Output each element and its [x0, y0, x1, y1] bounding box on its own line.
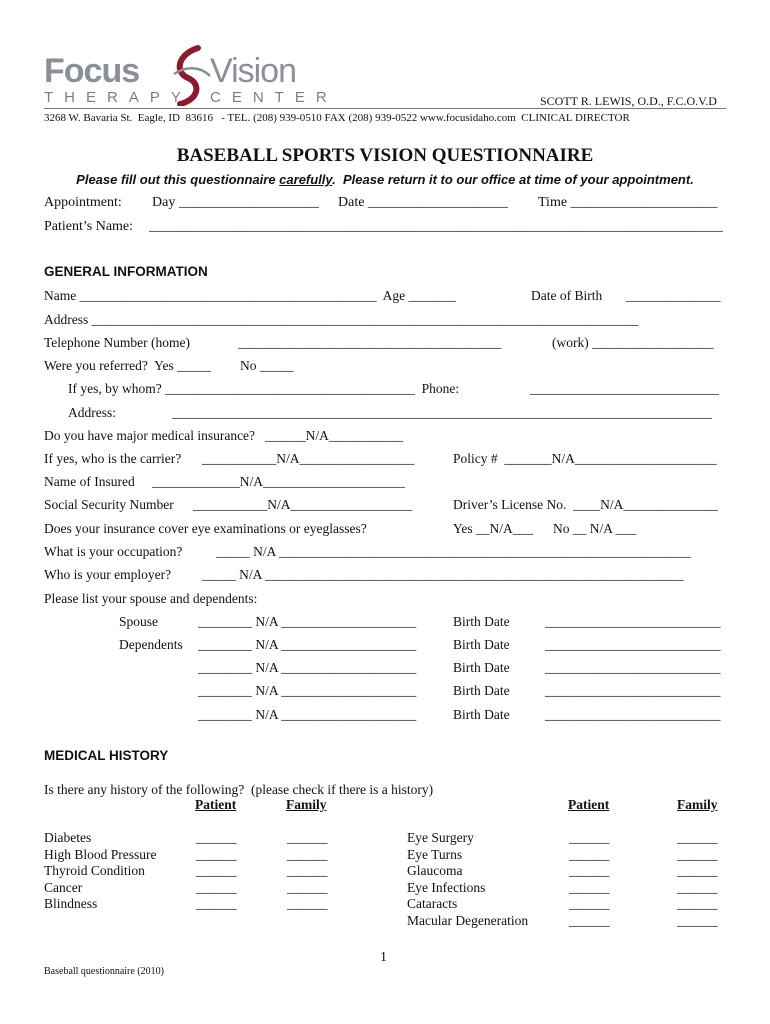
birth-date-field[interactable]: __________________________	[545, 660, 721, 675]
address-field[interactable]: Address _________________________________________________________________________________	[44, 312, 639, 327]
dependent-name-field[interactable]: ________ N/A ____________________	[198, 614, 417, 629]
appointment-date-field[interactable]: Date ____________________	[338, 195, 508, 210]
condition-label: Eye Surgery	[407, 830, 474, 845]
document-name: Baseball questionnaire (2010)	[44, 966, 164, 977]
birth-date-field[interactable]: __________________________	[545, 707, 721, 722]
telephone-home-label: Telephone Number (home)	[44, 335, 191, 350]
birth-date-field[interactable]: __________________________	[545, 637, 721, 652]
appointment-time-field[interactable]: Time _____________________	[538, 195, 718, 210]
logo-center-text: CENTER	[210, 89, 338, 106]
occupation-field[interactable]: _____ N/A _____________________________________________________________	[216, 544, 691, 559]
col-patient-left: Patient	[195, 797, 237, 812]
patient-name-field[interactable]: __________________________________________________________________________________	[149, 219, 723, 234]
eye-coverage-no-field[interactable]: No __ N/A ___	[553, 521, 636, 536]
carrier-field[interactable]: ___________N/A_________________	[202, 451, 415, 466]
patient-check-field[interactable]: ______	[569, 863, 610, 878]
condition-label: Glaucoma	[407, 863, 463, 878]
eye-coverage-yes-field[interactable]: Yes __N/A___	[453, 521, 534, 536]
insurance-question-field[interactable]: Do you have major medical insurance? ______N/A___________	[44, 428, 404, 443]
employer-field[interactable]: _____ N/A ______________________________________________________________	[202, 567, 684, 582]
medical-history-question: Is there any history of the following? (please check if there is a history)	[44, 782, 434, 797]
dependent-name-field[interactable]: ________ N/A ____________________	[198, 660, 417, 675]
dependent-name-field[interactable]: ________ N/A ____________________	[198, 683, 417, 698]
telephone-work-field[interactable]: (work) __________________	[552, 335, 714, 350]
patient-check-field[interactable]: ______	[569, 847, 610, 862]
instructions-part1: Please fill out this questionnaire	[76, 172, 280, 187]
appointment-day-field[interactable]: Day ____________________	[152, 195, 319, 210]
eye-coverage-question: Does your insurance cover eye examinations or eyeglasses?	[44, 521, 367, 536]
family-check-field[interactable]: ______	[677, 896, 718, 911]
page-title: BASEBALL SPORTS VISION QUESTIONNAIRE	[176, 145, 594, 166]
condition-label: Cancer	[44, 880, 83, 895]
logo-therapy-text: THERAPY	[44, 89, 192, 106]
dependent-name-field[interactable]: ________ N/A ____________________	[198, 707, 417, 722]
condition-label: Blindness	[44, 896, 98, 911]
condition-label: Eye Infections	[407, 880, 486, 895]
patient-check-field[interactable]: ______	[196, 830, 237, 845]
drivers-license-field[interactable]: Driver’s License No. ____N/A______________	[453, 497, 718, 512]
general-info-heading: GENERAL INFORMATION	[44, 264, 208, 279]
birth-date-field[interactable]: __________________________	[545, 614, 721, 629]
appointment-label: Appointment:	[44, 195, 122, 210]
patient-check-field[interactable]: ______	[569, 896, 610, 911]
birth-date-label: Birth Date	[453, 614, 510, 629]
family-check-field[interactable]: ______	[677, 913, 718, 928]
employer-label: Who is your employer?	[44, 567, 172, 582]
family-check-field[interactable]: ______	[287, 896, 328, 911]
family-check-field[interactable]: ______	[287, 830, 328, 845]
family-check-field[interactable]: ______	[287, 863, 328, 878]
insured-field[interactable]: _____________N/A_____________________	[152, 474, 405, 489]
condition-label: Thyroid Condition	[44, 863, 145, 878]
patient-check-field[interactable]: ______	[196, 847, 237, 862]
condition-label: High Blood Pressure	[44, 847, 157, 862]
occupation-label: What is your occupation?	[44, 544, 183, 559]
dependent-name-field[interactable]: ________ N/A ____________________	[198, 637, 417, 652]
dob-field[interactable]: ______________	[626, 288, 721, 303]
referred-no-field[interactable]: No _____	[240, 358, 294, 373]
birth-date-field[interactable]: __________________________	[545, 683, 721, 698]
telephone-home-field[interactable]: _______________________________________	[238, 335, 502, 350]
condition-label: Diabetes	[44, 830, 92, 845]
col-family-right: Family	[677, 797, 718, 812]
referred-yes-field[interactable]: Were you referred? Yes _____	[44, 358, 211, 373]
birth-date-label: Birth Date	[453, 660, 510, 675]
spouse-dependents-prompt: Please list your spouse and dependents:	[44, 591, 258, 606]
referrer-phone-field[interactable]: ____________________________	[530, 381, 719, 396]
birth-date-label: Birth Date	[453, 707, 510, 722]
director-name: SCOTT R. LEWIS, O.D., F.C.O.V.D	[540, 94, 717, 108]
instructions-part2: . Please return it to our office at time of your appointment.	[332, 172, 694, 187]
birth-date-label: Birth Date	[453, 683, 510, 698]
patient-check-field[interactable]: ______	[196, 863, 237, 878]
ssn-field[interactable]: ___________N/A__________________	[193, 497, 412, 512]
patient-check-field[interactable]: ______	[196, 896, 237, 911]
dependents-label: Dependents	[119, 637, 183, 652]
ssn-label: Social Security Number	[44, 497, 174, 512]
birth-date-label: Birth Date	[453, 637, 510, 652]
instructions-emphasis: carefully	[279, 172, 333, 187]
insured-label: Name of Insured	[44, 474, 135, 489]
medical-history-heading: MEDICAL HISTORY	[44, 748, 169, 763]
referrer-address-field[interactable]: ________________________________________________________________________________	[172, 405, 712, 420]
carrier-label: If yes, who is the carrier?	[44, 451, 182, 466]
page-number: 1	[380, 950, 387, 965]
logo-vision-text: Vision	[210, 52, 296, 90]
family-check-field[interactable]: ______	[287, 880, 328, 895]
col-family-left: Family	[286, 797, 327, 812]
referred-by-field[interactable]: If yes, by whom? _____________________________________ Phone:	[68, 381, 460, 396]
family-check-field[interactable]: ______	[677, 880, 718, 895]
patient-check-field[interactable]: ______	[196, 880, 237, 895]
condition-label: Eye Turns	[407, 847, 463, 862]
policy-field[interactable]: Policy # _______N/A_____________________	[453, 451, 717, 466]
condition-label: Macular Degeneration	[407, 913, 529, 928]
family-check-field[interactable]: ______	[677, 830, 718, 845]
instructions	[0, 172, 770, 187]
family-check-field[interactable]: ______	[677, 847, 718, 862]
spouse-label: Spouse	[119, 614, 159, 629]
patient-name-label: Patient’s Name:	[44, 219, 134, 234]
name-field[interactable]: Name ____________________________________________ Age _______	[44, 288, 456, 303]
patient-check-field[interactable]: ______	[569, 830, 610, 845]
family-check-field[interactable]: ______	[287, 847, 328, 862]
patient-check-field[interactable]: ______	[569, 913, 610, 928]
referrer-address-label: Address:	[68, 405, 116, 420]
dob-label: Date of Birth	[531, 288, 603, 303]
clinic-address: 3268 W. Bavaria St. Eagle, ID 83616 - TEL. (208) 939-0510 FAX (208) 939-0522 www.focusidaho.com CLINICAL DIRECTOR	[44, 112, 630, 124]
condition-label: Cataracts	[407, 896, 458, 911]
col-patient-right: Patient	[568, 797, 610, 812]
family-check-field[interactable]: ______	[677, 863, 718, 878]
patient-check-field[interactable]: ______	[569, 880, 610, 895]
logo-focus-text: Focus	[44, 52, 140, 90]
